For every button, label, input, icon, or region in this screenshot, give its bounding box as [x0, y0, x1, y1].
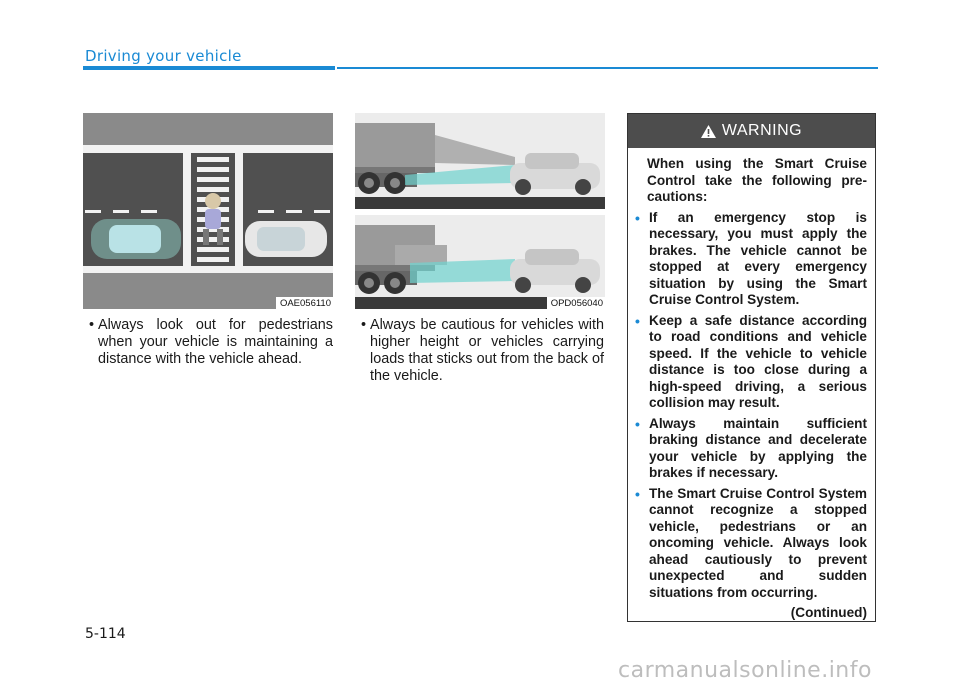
warning-item: [635, 415, 867, 482]
bullet-dot: •: [361, 317, 367, 333]
warning-item: [635, 485, 867, 602]
warning-triangle-icon: [701, 125, 716, 138]
bullet-pedestrians: [89, 317, 333, 368]
bullet-dot: •: [635, 209, 640, 226]
figure-pedestrian-crossing: [83, 113, 333, 309]
crosswalk-illustration: [83, 113, 333, 309]
warning-intro: When using the Smart Cruise Control take the following pre-cautions:: [647, 156, 867, 204]
bullet-dot: •: [635, 312, 640, 329]
section-title: Driving your vehicle: [85, 47, 242, 65]
watermark: carmanualsonline.info: [618, 658, 872, 683]
page-number: 5-114: [85, 626, 126, 642]
figure-code: OAE056110: [276, 297, 333, 309]
warning-item: [635, 312, 867, 412]
header-rule-thin: [337, 67, 878, 69]
warning-header: [628, 114, 875, 148]
bullet-dot: •: [635, 485, 640, 502]
warning-item-text: Keep a safe distance according to road conditions and vehicle speed. If the vehicle to vehicle distance is too close during a high-speed driving, a serious collision may result.: [649, 312, 867, 410]
truck-illustration: [355, 113, 605, 309]
warning-item-text: If an emergency stop is necessary, you must apply the brakes. The vehicle cannot be stopped at every emergency situation by using the Smart Cruise Control System.: [649, 209, 867, 307]
figure-code: OPD056040: [547, 297, 605, 309]
warning-title: WARNING: [721, 122, 803, 139]
bullet-dot: •: [89, 317, 95, 333]
warning-body: [628, 148, 875, 622]
warning-continued: (Continued): [790, 605, 867, 620]
bullet-pedestrians-text: Always look out for pedestrians when your vehicle is maintaining a distance with the vehicle ahead.: [98, 317, 333, 367]
warning-box: [627, 113, 876, 622]
figure-overhanging-load: [355, 113, 605, 309]
header-rule-thick: [83, 66, 335, 70]
warning-item: [635, 209, 867, 309]
bullet-dot: •: [635, 415, 640, 432]
bullet-high-vehicles: [361, 317, 604, 385]
bullet-high-vehicles-text: Always be cautious for vehicles with higher height or vehicles carrying loads that sticks out from the back of the vehicle.: [370, 317, 604, 384]
warning-item-text: Always maintain sufficient braking distance and decelerate your vehicle by applying the brakes if necessary.: [649, 415, 867, 480]
warning-item-text: The Smart Cruise Control System cannot recognize a stopped vehicle, pedestrians or an oncoming vehicle. Always look ahead cautiously to prevent unexpected and sudden situations from occurring.: [649, 485, 867, 600]
